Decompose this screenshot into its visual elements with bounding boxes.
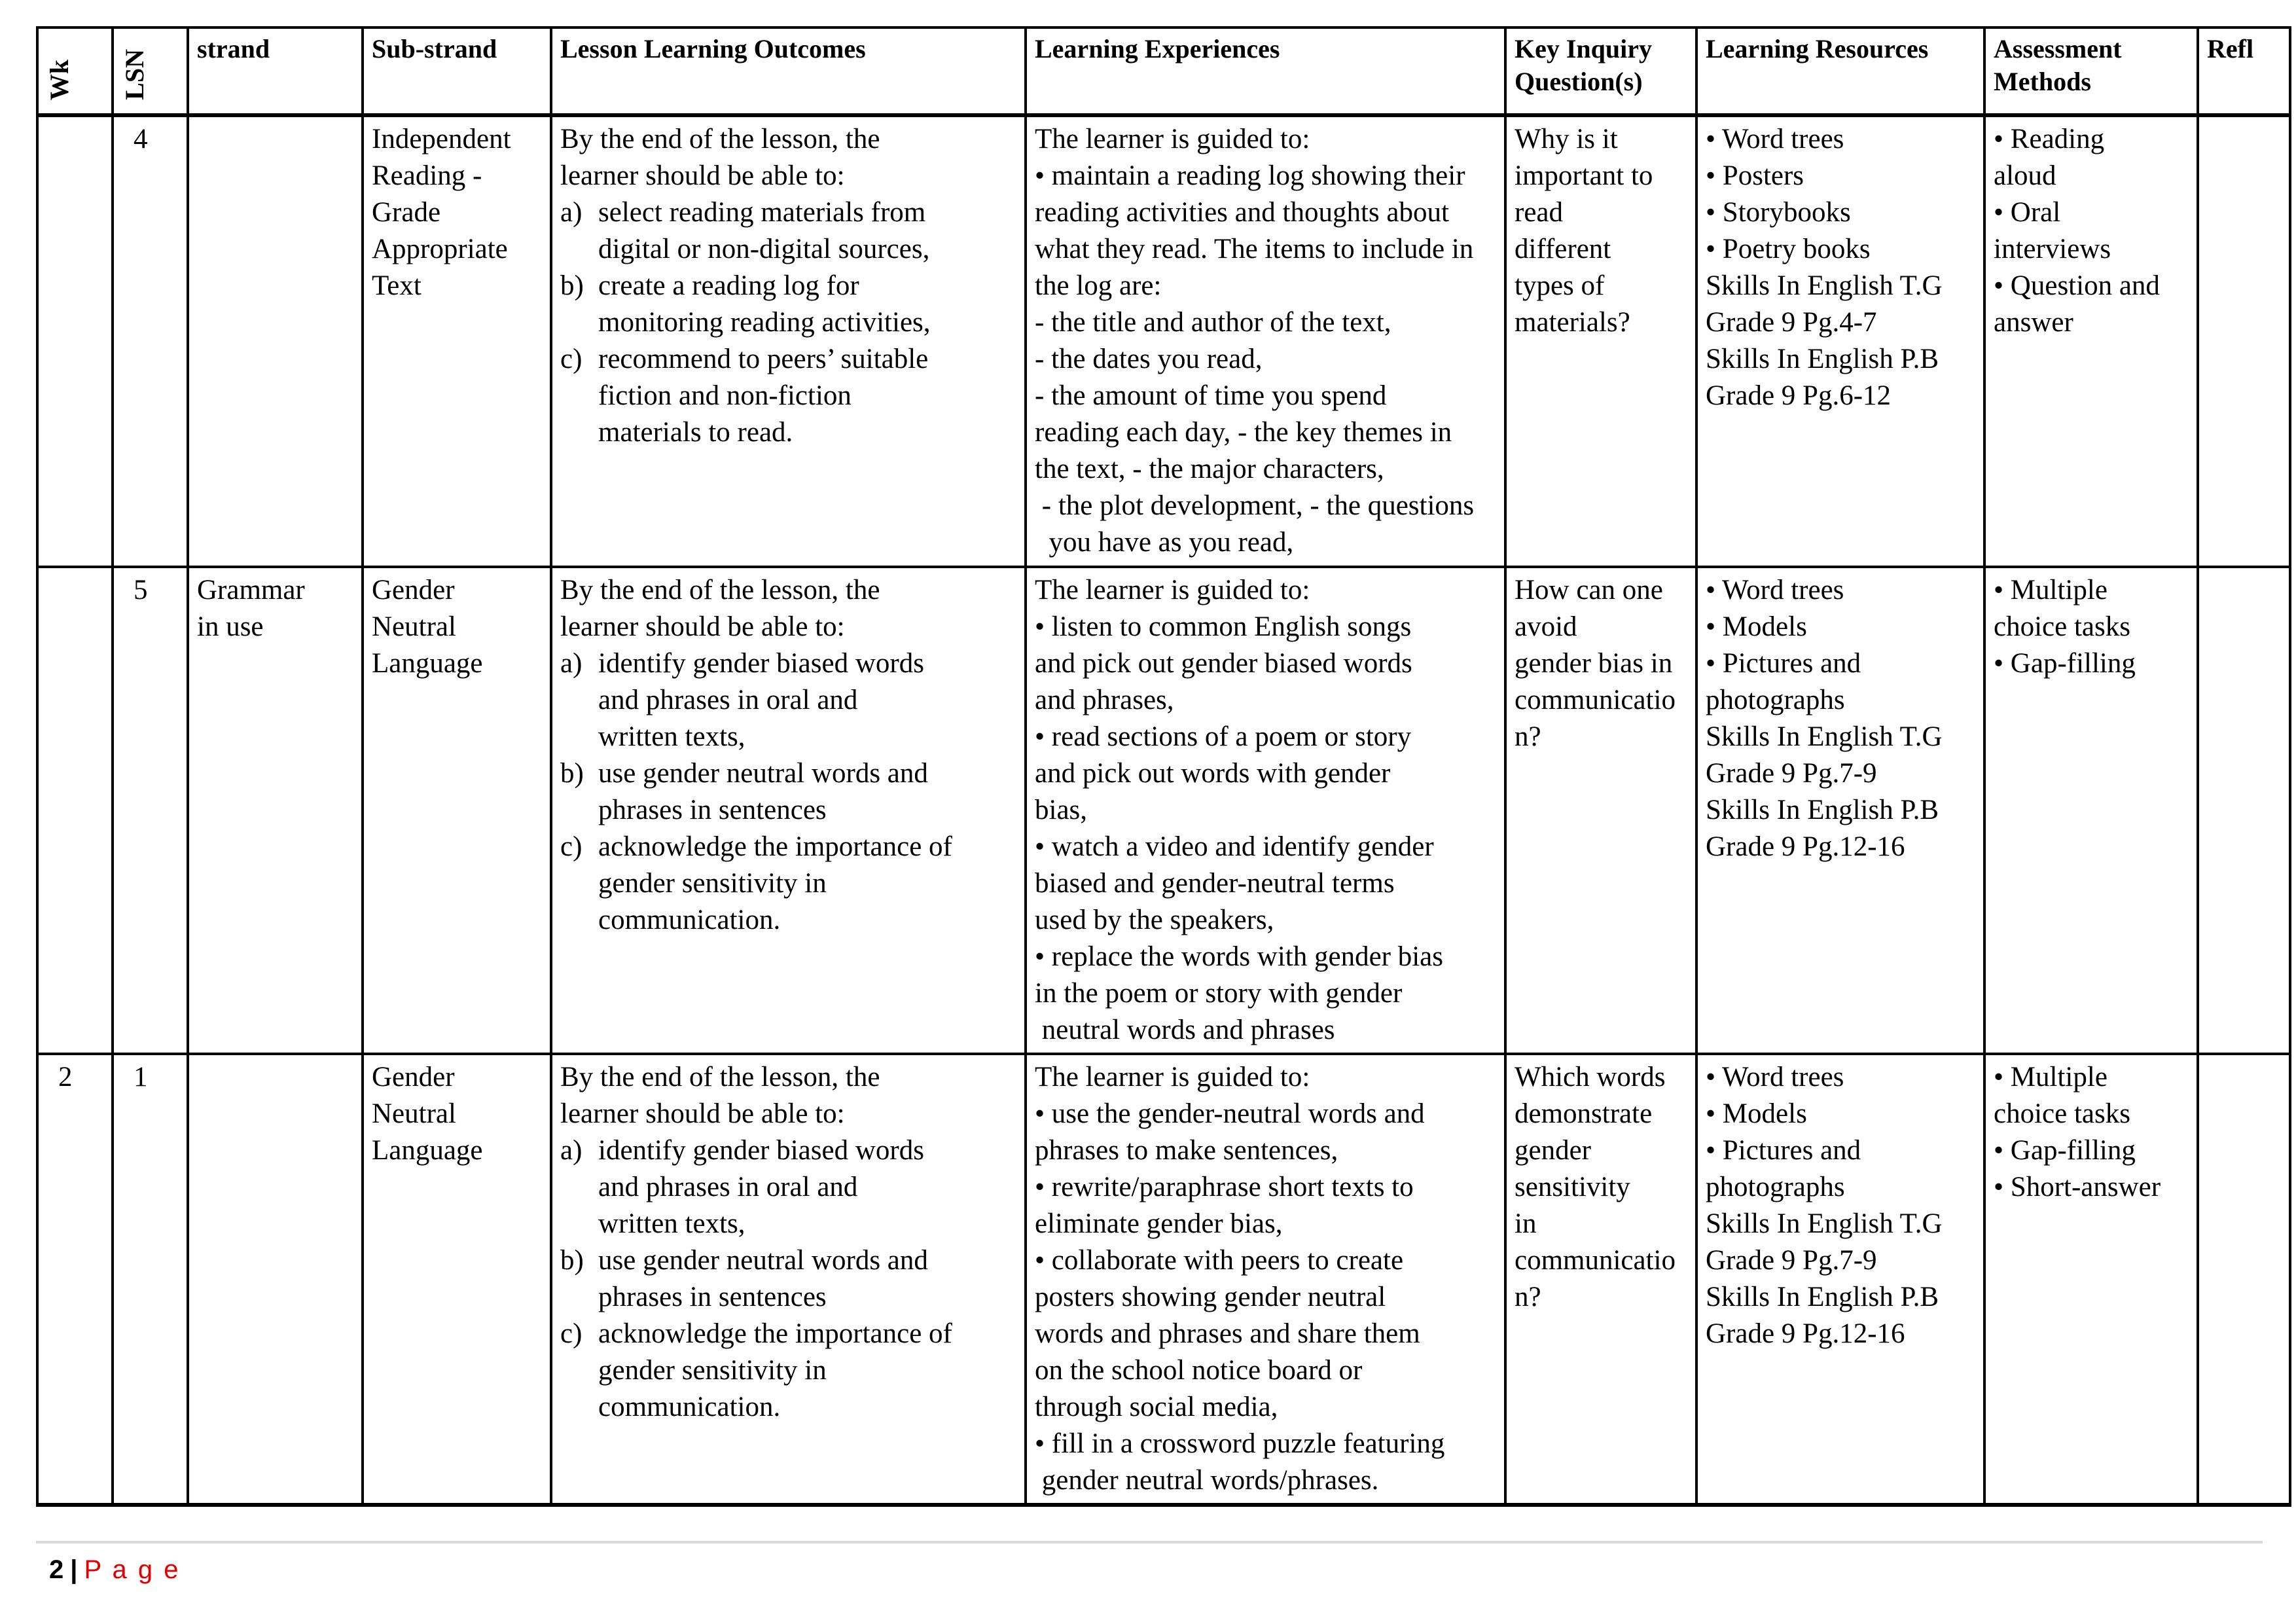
experience-line: • watch a video and identify gender bbox=[1035, 831, 1434, 862]
cell-r1-strand bbox=[188, 115, 363, 567]
cell-r2-lsn bbox=[113, 567, 188, 1054]
resource-line: Skills In English T.G bbox=[1706, 721, 1943, 752]
resource-line: • Word trees bbox=[1706, 1062, 1844, 1092]
column-header-label-assessment: Assessment bbox=[1994, 34, 2122, 63]
experience-line: reading each day, - the key themes in bbox=[1035, 417, 1452, 448]
outcome-item-marker: c) bbox=[560, 831, 583, 862]
cell-r1-lsn bbox=[113, 115, 188, 567]
experience-line: The learner is guided to: bbox=[1035, 1062, 1310, 1092]
cell-r2-resources bbox=[1696, 567, 1984, 1054]
outcome-item-text bbox=[598, 1242, 1016, 1316]
resource-line: Grade 9 Pg.4-7 bbox=[1706, 307, 1877, 338]
outcome-item-text bbox=[598, 645, 1016, 755]
column-header-wk bbox=[37, 27, 113, 115]
outcome-item-line: monitoring reading activities, bbox=[598, 307, 931, 338]
outcome-item-line: recommend to peers’ suitable bbox=[598, 344, 929, 374]
outcome-item-line: use gender neutral words and bbox=[598, 758, 928, 789]
column-header-assessment bbox=[1984, 27, 2198, 115]
outcome-item-line: create a reading log for bbox=[598, 270, 859, 301]
outcome-item-marker: a) bbox=[560, 1135, 583, 1166]
lsn-number: 1 bbox=[134, 1062, 148, 1092]
inquiry-line: n? bbox=[1515, 1282, 1541, 1312]
cell-r2-refl bbox=[2198, 567, 2290, 1054]
cell-r1-inquiry bbox=[1505, 115, 1696, 567]
column-header-outcomes: Lesson Learning Outcomes bbox=[551, 27, 1026, 115]
resource-line: photographs bbox=[1706, 685, 1845, 715]
substrand-text: Text bbox=[372, 270, 422, 301]
cell-r2-substrand bbox=[363, 567, 551, 1054]
outcome-item-line: acknowledge the importance of bbox=[598, 831, 952, 862]
outcome-item-marker: a) bbox=[560, 648, 583, 679]
outcome-item-b bbox=[560, 755, 1016, 829]
experience-line: and pick out gender biased words bbox=[1035, 648, 1412, 679]
outcome-item-a bbox=[560, 194, 1016, 268]
substrand-text: Grade bbox=[372, 197, 441, 228]
substrand-text: Independent bbox=[372, 124, 511, 154]
table-row-3 bbox=[37, 1054, 2290, 1505]
outcomes-intro: By the end of the lesson, the bbox=[560, 1062, 880, 1092]
cell-r1-wk bbox=[37, 115, 113, 567]
outcome-item-marker: b) bbox=[560, 1245, 584, 1276]
inquiry-line: avoid bbox=[1515, 611, 1577, 642]
outcome-item-text bbox=[598, 194, 1016, 268]
experience-line: through social media, bbox=[1035, 1392, 1278, 1422]
experience-line: - the plot development, - the questions bbox=[1035, 490, 1475, 521]
experience-line: - the dates you read, bbox=[1035, 344, 1263, 374]
outcome-item-text bbox=[598, 268, 1016, 341]
outcome-item-line: gender sensitivity in bbox=[598, 868, 827, 899]
cell-r3-strand bbox=[188, 1054, 363, 1505]
assessment-line: interviews bbox=[1994, 234, 2111, 264]
cell-r2-inquiry bbox=[1505, 567, 1696, 1054]
substrand-text: Neutral bbox=[372, 1098, 456, 1129]
outcome-item-line: materials to read. bbox=[598, 417, 793, 448]
outcome-item-c bbox=[560, 1316, 1016, 1426]
substrand-text: Gender bbox=[372, 575, 455, 605]
resource-line: photographs bbox=[1706, 1172, 1845, 1202]
resource-line: • Posters bbox=[1706, 160, 1804, 191]
outcome-item-line: fiction and non-fiction bbox=[598, 380, 852, 411]
experience-line: what they read. The items to include in bbox=[1035, 234, 1474, 264]
footer-page-label: P a g e bbox=[84, 1555, 181, 1584]
experience-line: the text, - the major characters, bbox=[1035, 454, 1384, 484]
experience-line: • fill in a crossword puzzle featuring bbox=[1035, 1428, 1445, 1459]
lsn-number: 4 bbox=[134, 124, 148, 154]
substrand-text: Language bbox=[372, 648, 483, 679]
table-row-2 bbox=[37, 567, 2290, 1054]
strand-text: Grammar bbox=[197, 575, 305, 605]
scheme-of-work-table bbox=[36, 26, 2291, 1507]
outcomes-intro: By the end of the lesson, the bbox=[560, 575, 880, 605]
cell-r2-wk bbox=[37, 567, 113, 1054]
resource-line: Grade 9 Pg.7-9 bbox=[1706, 758, 1877, 789]
outcome-item-line: digital or non-digital sources, bbox=[598, 234, 930, 264]
outcome-item-line: written texts, bbox=[598, 1208, 745, 1239]
assessment-line: • Oral bbox=[1994, 197, 2061, 228]
experience-line: words and phrases and share them bbox=[1035, 1318, 1420, 1349]
resource-line: Grade 9 Pg.7-9 bbox=[1706, 1245, 1877, 1276]
column-header-experiences: Learning Experiences bbox=[1026, 27, 1505, 115]
inquiry-line: Which words bbox=[1515, 1062, 1666, 1092]
experience-line: you have as you read, bbox=[1035, 527, 1294, 558]
experience-line: biased and gender-neutral terms bbox=[1035, 868, 1395, 899]
resource-line: Skills In English P.B bbox=[1706, 795, 1939, 825]
column-header-lsn bbox=[113, 27, 188, 115]
page-footer bbox=[36, 1555, 2296, 1585]
substrand-text: Appropriate bbox=[372, 234, 508, 264]
cell-r3-outcomes bbox=[551, 1054, 1026, 1505]
outcome-item-line: identify gender biased words bbox=[598, 648, 924, 679]
assessment-line: aloud bbox=[1994, 160, 2056, 191]
outcome-item-line: use gender neutral words and bbox=[598, 1245, 928, 1276]
column-header-label-inquiry: Key Inquiry bbox=[1515, 34, 1653, 63]
outcome-item-line: acknowledge the importance of bbox=[598, 1318, 952, 1349]
resource-line: Grade 9 Pg.6-12 bbox=[1706, 380, 1892, 411]
experience-line: The learner is guided to: bbox=[1035, 124, 1310, 154]
column-header-inquiry bbox=[1505, 27, 1696, 115]
cell-r2-assessment bbox=[1984, 567, 2198, 1054]
experience-line: - the amount of time you spend bbox=[1035, 380, 1387, 411]
outcome-item-line: select reading materials from bbox=[598, 197, 926, 228]
experience-line: • use the gender-neutral words and bbox=[1035, 1098, 1425, 1129]
cell-r1-assessment bbox=[1984, 115, 2198, 567]
experience-line: bias, bbox=[1035, 795, 1088, 825]
resource-line: Grade 9 Pg.12-16 bbox=[1706, 831, 1905, 862]
inquiry-line: types of bbox=[1515, 270, 1605, 301]
cell-r3-lsn bbox=[113, 1054, 188, 1505]
inquiry-line: important to bbox=[1515, 160, 1653, 191]
resource-line: Skills In English T.G bbox=[1706, 270, 1943, 301]
inquiry-line: in bbox=[1515, 1208, 1537, 1239]
resource-line: Skills In English P.B bbox=[1706, 344, 1939, 374]
outcomes-intro: learner should be able to: bbox=[560, 1098, 845, 1129]
outcomes-intro: learner should be able to: bbox=[560, 611, 845, 642]
experience-line: posters showing gender neutral bbox=[1035, 1282, 1386, 1312]
inquiry-line: gender bias in bbox=[1515, 648, 1673, 679]
experience-line: reading activities and thoughts about bbox=[1035, 197, 1449, 228]
cell-r1-resources bbox=[1696, 115, 1984, 567]
outcome-item-c bbox=[560, 829, 1016, 939]
outcome-item-marker: c) bbox=[560, 1318, 583, 1349]
column-header-refl: Refl bbox=[2198, 27, 2290, 115]
experience-line: • replace the words with gender bias bbox=[1035, 941, 1444, 972]
inquiry-line: communicatio bbox=[1515, 1245, 1676, 1276]
resource-line: • Word trees bbox=[1706, 124, 1844, 154]
outcome-item-text bbox=[598, 1132, 1016, 1242]
table-header-row bbox=[37, 27, 2290, 115]
column-header-strand: strand bbox=[188, 27, 363, 115]
experience-line: and phrases, bbox=[1035, 685, 1174, 715]
outcome-item-line: written texts, bbox=[598, 721, 745, 752]
resource-line: • Models bbox=[1706, 1098, 1807, 1129]
cell-r1-outcomes bbox=[551, 115, 1026, 567]
cell-r1-experiences bbox=[1026, 115, 1505, 567]
outcome-item-line: communication. bbox=[598, 1392, 781, 1422]
inquiry-line: Why is it bbox=[1515, 124, 1618, 154]
resource-line: • Pictures and bbox=[1706, 1135, 1861, 1166]
inquiry-line: read bbox=[1515, 197, 1563, 228]
experience-line: • listen to common English songs bbox=[1035, 611, 1412, 642]
footer-separator: | bbox=[70, 1555, 78, 1584]
outcome-item-marker: b) bbox=[560, 758, 584, 789]
wk-number: 2 bbox=[58, 1062, 73, 1092]
outcome-item-line: and phrases in oral and bbox=[598, 1172, 858, 1202]
cell-r1-substrand bbox=[363, 115, 551, 567]
inquiry-line: demonstrate bbox=[1515, 1098, 1653, 1129]
outcome-item-text bbox=[598, 829, 1016, 939]
experience-line: • maintain a reading log showing their bbox=[1035, 160, 1465, 191]
column-header-label-inquiry: Question(s) bbox=[1515, 67, 1643, 96]
outcome-item-line: identify gender biased words bbox=[598, 1135, 924, 1166]
inquiry-line: How can one bbox=[1515, 575, 1663, 605]
resource-line: • Models bbox=[1706, 611, 1807, 642]
experience-line: the log are: bbox=[1035, 270, 1162, 301]
inquiry-line: different bbox=[1515, 234, 1611, 264]
lsn-number: 5 bbox=[134, 575, 148, 605]
resource-line: Skills In English P.B bbox=[1706, 1282, 1939, 1312]
column-header-label-lsn: LSN bbox=[120, 49, 149, 100]
resource-line: • Storybooks bbox=[1706, 197, 1851, 228]
outcomes-intro: learner should be able to: bbox=[560, 160, 845, 191]
substrand-text: Reading - bbox=[372, 160, 482, 191]
inquiry-line: n? bbox=[1515, 721, 1541, 752]
experience-line: - the title and author of the text, bbox=[1035, 307, 1391, 338]
assessment-line: • Gap-filling bbox=[1994, 648, 2136, 679]
resource-line: Grade 9 Pg.12-16 bbox=[1706, 1318, 1905, 1349]
cell-r3-experiences bbox=[1026, 1054, 1505, 1505]
column-header-substrand: Sub-strand bbox=[363, 27, 551, 115]
outcome-item-line: communication. bbox=[598, 905, 781, 935]
resource-line: • Word trees bbox=[1706, 575, 1844, 605]
outcomes-intro: By the end of the lesson, the bbox=[560, 124, 880, 154]
outcome-item-line: and phrases in oral and bbox=[598, 685, 858, 715]
outcome-item-text bbox=[598, 341, 1016, 451]
column-header-label-wk: Wk bbox=[45, 59, 74, 100]
experience-line: • read sections of a poem or story bbox=[1035, 721, 1412, 752]
inquiry-line: materials? bbox=[1515, 307, 1630, 338]
column-header-resources: Learning Resources bbox=[1696, 27, 1984, 115]
assessment-line: choice tasks bbox=[1994, 611, 2130, 642]
experience-line: in the poem or story with gender bbox=[1035, 978, 1403, 1009]
footer-divider bbox=[36, 1541, 2263, 1543]
resource-line: • Poetry books bbox=[1706, 234, 1871, 264]
experience-line: • collaborate with peers to create bbox=[1035, 1245, 1404, 1276]
inquiry-line: gender bbox=[1515, 1135, 1591, 1166]
substrand-text: Gender bbox=[372, 1062, 455, 1092]
experience-line: and pick out words with gender bbox=[1035, 758, 1391, 789]
experience-line: used by the speakers, bbox=[1035, 905, 1274, 935]
inquiry-line: communicatio bbox=[1515, 685, 1676, 715]
cell-r3-substrand bbox=[363, 1054, 551, 1505]
cell-r2-experiences bbox=[1026, 567, 1505, 1054]
cell-r3-refl bbox=[2198, 1054, 2290, 1505]
strand-text: in use bbox=[197, 611, 264, 642]
assessment-line: • Multiple bbox=[1994, 1062, 2108, 1092]
assessment-line: • Gap-filling bbox=[1994, 1135, 2136, 1166]
outcome-item-text bbox=[598, 1316, 1016, 1426]
cell-r3-wk bbox=[37, 1054, 113, 1505]
experience-line: gender neutral words/phrases. bbox=[1035, 1465, 1379, 1496]
experience-line: • rewrite/paraphrase short texts to bbox=[1035, 1172, 1414, 1202]
outcome-item-a bbox=[560, 1132, 1016, 1242]
outcome-item-line: phrases in sentences bbox=[598, 795, 827, 825]
experience-line: neutral words and phrases bbox=[1035, 1015, 1335, 1045]
outcome-item-line: gender sensitivity in bbox=[598, 1355, 827, 1386]
cell-r3-assessment bbox=[1984, 1054, 2198, 1505]
substrand-text: Neutral bbox=[372, 611, 456, 642]
cell-r2-outcomes bbox=[551, 567, 1026, 1054]
experience-line: on the school notice board or bbox=[1035, 1355, 1363, 1386]
outcome-item-line: phrases in sentences bbox=[598, 1282, 827, 1312]
column-header-label-assessment: Methods bbox=[1994, 67, 2091, 96]
outcome-item-c bbox=[560, 341, 1016, 451]
resource-line: Skills In English T.G bbox=[1706, 1208, 1943, 1239]
resource-line: • Pictures and bbox=[1706, 648, 1861, 679]
experience-line: phrases to make sentences, bbox=[1035, 1135, 1338, 1166]
table-row-1 bbox=[37, 115, 2290, 567]
cell-r1-refl bbox=[2198, 115, 2290, 567]
outcome-item-a bbox=[560, 645, 1016, 755]
assessment-line: • Question and bbox=[1994, 270, 2160, 301]
assessment-line: answer bbox=[1994, 307, 2073, 338]
substrand-text: Language bbox=[372, 1135, 483, 1166]
assessment-line: • Multiple bbox=[1994, 575, 2108, 605]
cell-r3-inquiry bbox=[1505, 1054, 1696, 1505]
assessment-line: • Reading bbox=[1994, 124, 2105, 154]
cell-r3-resources bbox=[1696, 1054, 1984, 1505]
outcome-item-b bbox=[560, 268, 1016, 341]
experience-line: The learner is guided to: bbox=[1035, 575, 1310, 605]
outcome-item-marker: b) bbox=[560, 270, 584, 301]
assessment-line: • Short-answer bbox=[1994, 1172, 2161, 1202]
experience-line: eliminate gender bias, bbox=[1035, 1208, 1283, 1239]
cell-r2-strand bbox=[188, 567, 363, 1054]
page-number: 2 bbox=[49, 1555, 64, 1584]
outcome-item-marker: c) bbox=[560, 344, 583, 374]
outcome-item-marker: a) bbox=[560, 197, 583, 228]
outcome-item-text bbox=[598, 755, 1016, 829]
assessment-line: choice tasks bbox=[1994, 1098, 2130, 1129]
outcome-item-b bbox=[560, 1242, 1016, 1316]
inquiry-line: sensitivity bbox=[1515, 1172, 1630, 1202]
